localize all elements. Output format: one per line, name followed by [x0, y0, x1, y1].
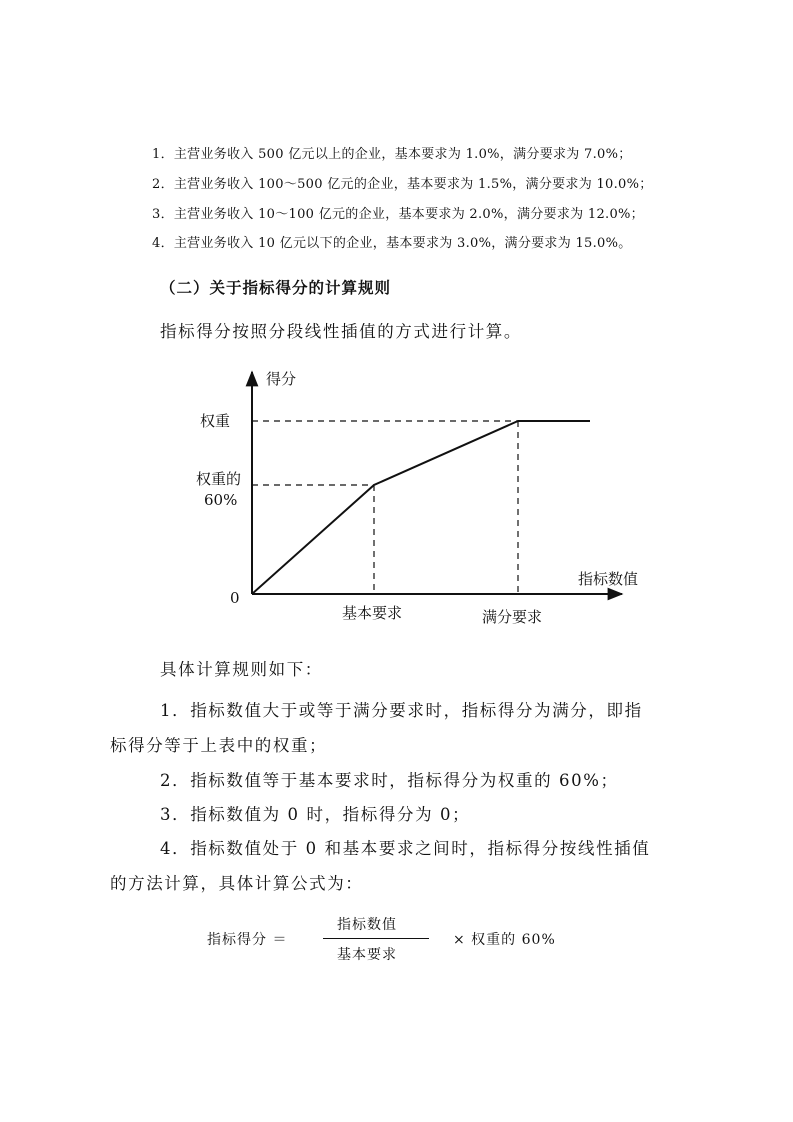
y-tick-weight: 权重	[200, 412, 231, 430]
formula-rhs: × 权重的 60%	[453, 932, 556, 948]
formula-numerator: 指标数值	[337, 917, 397, 933]
requirement-line-1: 1．主营业务收入 500 亿元以上的企业，基本要求为 1.0%，满分要求为 7.0%；	[152, 147, 632, 162]
intro-text: 指标得分按照分段线性插值的方式进行计算。	[160, 322, 522, 341]
score-chart	[190, 360, 660, 630]
rule-4-line-2: 的方法计算，具体计算公式为：	[110, 874, 364, 893]
rule-3: 3．指标数值为 0 时，指标得分为 0；	[160, 805, 471, 824]
rule-4-line-1: 4．指标数值处于 0 和基本要求之间时，指标得分按线性插值	[160, 839, 651, 858]
fraction-bar	[323, 938, 429, 939]
rule-2: 2．指标数值等于基本要求时，指标得分为权重的 60%；	[160, 771, 619, 790]
requirement-line-3: 3．主营业务收入 10～100 亿元的企业，基本要求为 2.0%，满分要求为 12.0%；	[152, 207, 644, 222]
rule-1-line-2: 标得分等于上表中的权重；	[110, 736, 328, 755]
y-tick-weight-60-line1: 权重的	[196, 470, 242, 488]
rules-intro: 具体计算规则如下：	[160, 660, 323, 679]
x-axis-label: 指标数值	[578, 570, 639, 588]
x-tick-basic: 基本要求	[342, 604, 403, 622]
x-tick-full: 满分要求	[482, 608, 543, 626]
requirement-line-4: 4．主营业务收入 10 亿元以下的企业，基本要求为 3.0%，满分要求为 15.0%。	[152, 236, 632, 251]
rule-1-line-1: 1．指标数值大于或等于满分要求时，指标得分为满分，即指	[160, 701, 643, 720]
origin-label: 0	[230, 589, 240, 607]
formula-lhs: 指标得分 ＝	[207, 932, 288, 948]
section-heading: （二）关于指标得分的计算规则	[160, 278, 392, 297]
y-tick-weight-60-line2: 60%	[204, 491, 238, 509]
y-axis-label: 得分	[266, 370, 297, 388]
score-line	[252, 421, 590, 594]
requirement-line-2: 2．主营业务收入 100～500 亿元的企业，基本要求为 1.5%，满分要求为 10.0%；	[152, 177, 653, 192]
formula-denominator: 基本要求	[337, 947, 397, 963]
